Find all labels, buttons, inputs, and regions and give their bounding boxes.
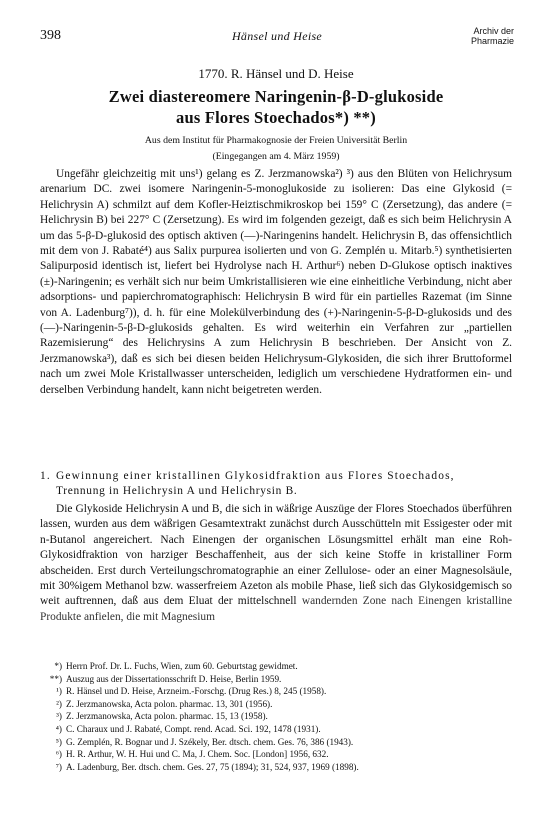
page-number: 398 xyxy=(40,28,61,43)
footnotes xyxy=(40,660,512,773)
institute-affiliation: Aus dem Institut für Pharmakognosie der Freien Universität Berlin xyxy=(144,135,408,146)
footnote xyxy=(40,710,512,723)
footnote xyxy=(40,723,512,736)
article-title-line2: aus Flores Stoechados*) **) xyxy=(176,108,376,127)
footnote-text: Herrn Prof. Dr. L. Fuchs, Wien, zum 60. Geburtstag gewidmet. xyxy=(66,661,298,671)
received-date: (Eingegangen am 4. März 1959) xyxy=(212,151,340,162)
section-heading xyxy=(40,469,512,500)
footnote-text: A. Ladenburg, Ber. dtsch. chem. Ges. 27, 75 (1894); 31, 524, 937, 1969 (1898). xyxy=(66,761,359,772)
section-heading-line2: Trennung in Helichrysin A und Helichrysin B. xyxy=(56,485,298,498)
section-paragraph-tail: wandernden Zone nach Einengen kristalline Produkte anfielen, die mit Magnesium xyxy=(40,595,513,623)
footnote xyxy=(40,660,512,673)
footnote-text: Z. Jerzmanowska, Acta polon. pharmac. 13, 301 (1956). xyxy=(66,698,273,709)
footnote xyxy=(40,698,512,711)
footnote-mark: ⁴) xyxy=(55,723,62,734)
footnote-text: C. Charaux und J. Rabaté, Compt. rend. Acad. Sci. 192, 1478 (1931). xyxy=(66,723,321,734)
footnote xyxy=(40,673,512,686)
intro-paragraph: Ungefähr gleichzeitig mit uns¹) gelang es Z. Jerzmanowska²) ³) aus den Blüten von Helichrysum arenarium DC. zwei isomere Naringenin-5-monoglukoside zu isolieren: Das eine Glykosid (= Helichrysin A) schmilzt auf dem Kofler-Heiztischmikroskop bei 159° C (Zersetzung), das andere (= Helichrysin B) bei 227° C (Zersetzung). Es wird im folgenden gezeigt, daß es sich beim Helichrysin A um das 5-β-D-glukosid des optisch aktiven (—)-Naringenins handelt. Helichrysin B, das offensichtlich mit dem von J. Rabaté⁴) aus Salix purpurea isolierten und von G. Zemplén u. Mitarb.⁵) synthetisierten Salipurposid identisch ist, liefert bei Hydrolyse nach H. Arthur⁶) neben D-Glukose optisch inaktives (±)-Naringenin; es verhält sich nur beim Umkristallisieren wie eine einheitliche Verbindung, nicht aber adsorptions- und papierchromatographisch: Helichrysin B wird für ein partielles Razemat (im Sinne von A. Ladenburg⁷)), d. h. für eine Molekülverbindung des (+)-Naringenin-5-β-D-glukosids und des (—)-Naringenin-5-β-D-glukosids gehalten. Es wird weiterhin ein Verfahren zur „partiellen Razemisierung“ des Helichrysins A zum Helichrysin B beschrieben. Der Ansicht von Z. Jerzmanowska³), daß es sich bei diesen beiden Helichrysum-Glykosiden, die sich ihrer Bruttoformel nach um zwei Mole Kristallwasser unterscheiden, lediglich um verschiedene Hydratformen ein- und derselben Verbindung handelt, kann nicht beigetreten werden. xyxy=(40,168,512,396)
footnote-mark: **) xyxy=(49,673,62,684)
footnote-text: H. R. Arthur, W. H. Hui und C. Ma, J. Chem. Soc. [London] 1956, 632. xyxy=(66,749,329,760)
page-header xyxy=(40,28,514,56)
section-number: 1. xyxy=(40,470,51,482)
footnote-text: Z. Jerzmanowska, Acta polon. pharmac. 15, 13 (1958). xyxy=(66,711,268,722)
footnote-text: R. Hänsel und D. Heise, Arzneim.-Forschg. (Drug Res.) 8, 245 (1958). xyxy=(66,686,327,697)
footnote-mark: ²) xyxy=(56,698,62,709)
footnote xyxy=(40,685,512,698)
section-heading-text1: Gewinnung einer kristallinen Glykosidfraktion aus Flores Stoechados, xyxy=(56,470,455,482)
footnote xyxy=(40,736,512,749)
section-paragraph xyxy=(40,502,512,625)
footnote-text: Auszug aus der Dissertationsschrift D. Heise, Berlin 1959. xyxy=(66,673,282,684)
section-heading-line1 xyxy=(40,469,512,484)
footnote-mark: ⁷) xyxy=(55,761,62,772)
article-title xyxy=(0,86,552,128)
footnote-text: G. Zemplén, R. Bognar und J. Székely, Ber. dtsch. chem. Ges. 76, 386 (1943). xyxy=(66,736,354,747)
footnote xyxy=(40,761,512,774)
footnote-mark: ⁶) xyxy=(55,749,62,760)
running-title: Hänsel und Heise xyxy=(231,29,323,43)
journal-name-line2: Pharmazie xyxy=(470,36,514,46)
footnote-mark: *) xyxy=(54,661,62,671)
article-number-authors: 1770. R. Hänsel und D. Heise xyxy=(198,66,354,81)
footnote-mark: ³) xyxy=(56,711,62,722)
journal-name-line1: Archiv der xyxy=(473,26,514,36)
section-paragraph-main: Die Glykoside Helichrysin A und B, die sich in wäßrige Auszüge der Flores Stoechados überführen lassen, wurden aus dem wäßrigen Gesamtextrakt zunächst durch Ausschütteln mit Essigester oder mit n-Butanol angereichert. Nach Einengen der organischen Lösungsmittel erhält man eine Roh-Glykosidfraktion von harziger Beschaffenheit, aus der sich keine Stoffe in kristalliner Form abscheiden. Erst durch Verteilungschromatographie an einer Zellulose- oder an einer Magnesolsäule, mit 30%igem Methanol bzw. wasserfreiem Azeton als mobile Phase, ließ sich das Glykosidgemisch so weit auftrennen, daß aus dem Eluat der mittelschnell xyxy=(40,503,512,608)
journal-name xyxy=(471,26,514,46)
footnote-mark: ⁵) xyxy=(55,736,62,747)
article-title-line1: Zwei diastereomere Naringenin-β-D-glukoside xyxy=(108,87,444,106)
footnote xyxy=(40,748,512,761)
footnote-mark: ¹) xyxy=(56,686,62,697)
